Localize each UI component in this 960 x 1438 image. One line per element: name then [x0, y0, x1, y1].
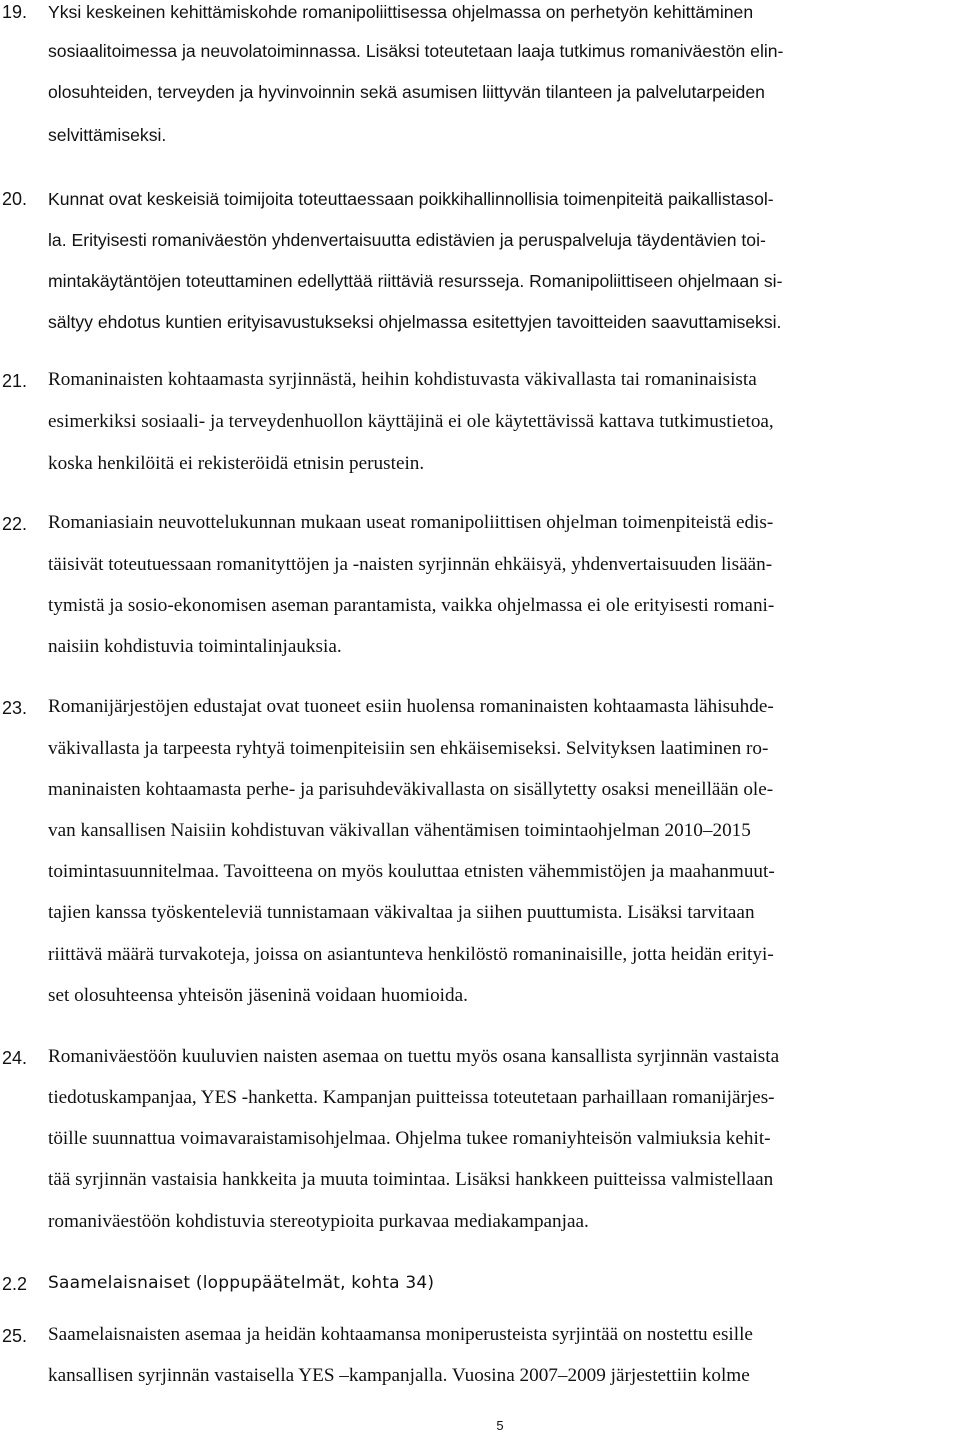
paragraph-number: 24.: [2, 1048, 28, 1068]
paragraph-line: romaniväestöön kohdistuvia stereotypioita purkavaa mediakampanjaa.: [48, 1211, 589, 1232]
paragraph-line: Yksi keskeinen kehittämiskohde romanipoliittisessa ohjelmassa on perhetyön kehittäminen: [48, 2, 754, 22]
paragraph-number: 23.: [2, 698, 28, 718]
paragraph-line: koska henkilöitä ei rekisteröidä etnisin perustein.: [48, 453, 425, 474]
paragraph-number: 22.: [2, 514, 28, 534]
paragraph-line: kansallisen syrjinnän vastaisella YES –kampanjalla. Vuosina 2007–2009 järjestettiin kolme: [48, 1365, 750, 1386]
paragraph-line: Romaninaisten kohtaamasta syrjinnästä, heihin kohdistuvasta väkivallasta tai romaninaisista: [48, 369, 757, 390]
paragraph-line: tiedotuskampanjaa, YES -hanketta. Kampanjan puitteissa toteutetaan parhaillaan romanijärjes-: [48, 1087, 775, 1108]
paragraph-line: selvittämiseksi.: [48, 125, 167, 145]
paragraph-number: 21.: [2, 371, 28, 391]
paragraph-line: mintakäytäntöjen toteuttaminen edellyttää riittäviä resursseja. Romanipoliittiseen ohjelmaan si-: [48, 271, 783, 291]
paragraph-line: täisivät toteutuessaan romanityttöjen ja -naisten syrjinnän ehkäisyä, yhdenvertaisuuden lisään-: [48, 554, 773, 575]
paragraph-number: 25.: [2, 1326, 28, 1346]
paragraph-line: Romaniasiain neuvottelukunnan mukaan useat romanipoliittisen ohjelman toimenpiteistä edis-: [48, 512, 774, 533]
paragraph-line: naisiin kohdistuvia toimintalinjauksia.: [48, 636, 342, 657]
paragraph-line: sältyy ehdotus kuntien erityisavustukseksi ohjelmassa esitettyjen tavoitteiden saavuttamiseksi.: [48, 312, 782, 332]
paragraph-line: Romaniväestöön kuuluvien naisten asemaa on tuettu myös osana kansallista syrjinnän vastaista: [48, 1046, 780, 1067]
paragraph-line: tymistä ja sosio-ekonomisen aseman parantamista, vaikka ohjelmassa ei ole erityisesti romani-: [48, 595, 775, 616]
paragraph-line: toimintasuunnitelmaa. Tavoitteena on myös kouluttaa etnisten vähemmistöjen ja maahanmuut-: [48, 861, 775, 882]
paragraph-line: maninaisten kohtaamasta perhe- ja parisuhdeväkivallasta on sisällytetty osaksi meneillään ole-: [48, 779, 774, 800]
paragraph-line: van kansallisen Naisiin kohdistuvan väkivallan vähentämisen toimintaohjelman 2010–2015: [48, 820, 751, 841]
paragraph-line: tää syrjinnän vastaisia hankkeita ja muuta toimintaa. Lisäksi hankkeen puitteissa valmistellaan: [48, 1169, 774, 1190]
section-number: 2.2: [2, 1274, 28, 1294]
paragraph-line: olosuhteiden, terveyden ja hyvinvoinnin sekä asumisen liittyvän tilanteen ja palvelutarpeiden: [48, 82, 765, 102]
paragraph-line: riittävä määrä turvakoteja, joissa on asiantunteva henkilöstö romaninaisille, jotta heidän erityi-: [48, 944, 774, 965]
paragraph-line: Saamelaisnaisten asemaa ja heidän kohtaamansa moniperusteista syrjintää on nostettu esille: [48, 1324, 753, 1345]
paragraph-line: tajien kanssa työskenteleviä tunnistamaan väkivaltaa ja siihen puuttumista. Lisäksi tarvitaan: [48, 902, 755, 923]
paragraph-line: set olosuhteensa yhteisön jäseninä voidaan huomioida.: [48, 985, 468, 1006]
paragraph-line: la. Erityisesti romaniväestön yhdenvertaisuutta edistävien ja peruspalveluja täydentävien toi-: [48, 230, 766, 250]
paragraph-line: väkivallasta ja tarpeesta ryhtyä toimenpiteisiin sen ehkäisemiseksi. Selvityksen laatiminen ro-: [48, 738, 769, 759]
paragraph-number: 19.: [2, 2, 28, 22]
paragraph-number: 20.: [2, 189, 28, 209]
paragraph-line: sosiaalitoimessa ja neuvolatoiminnassa. Lisäksi toteutetaan laaja tutkimus romaniväestön elin-: [48, 41, 784, 61]
paragraph-line: Kunnat ovat keskeisiä toimijoita toteuttaessaan poikkihallinnollisia toimenpiteitä paikallistasol-: [48, 189, 774, 209]
paragraph-line: Romanijärjestöjen edustajat ovat tuoneet esiin huolensa romaninaisten kohtaamasta lähisuhde-: [48, 696, 774, 717]
page-number: 5: [496, 1418, 504, 1433]
paragraph-line: töille suunnattua voimavaraistamisohjelmaa. Ohjelma tukee romaniyhteisön valmiuksia kehit-: [48, 1128, 771, 1149]
section-title: Saamelaisnaiset (loppupäätelmät, kohta 34): [48, 1273, 435, 1293]
paragraph-line: esimerkiksi sosiaali- ja terveydenhuollon käyttäjinä ei ole käytettävissä kattava tutkimustietoa,: [48, 411, 774, 432]
